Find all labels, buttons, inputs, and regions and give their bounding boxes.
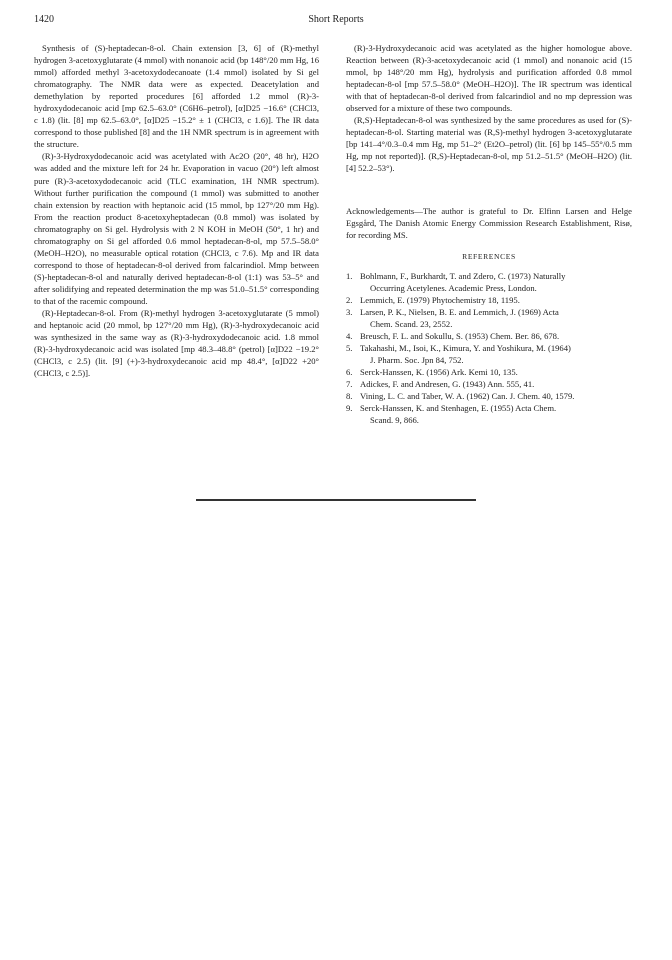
reference-list	[346, 270, 632, 427]
body-paragraph-synthesis-s: Synthesis of (S)-heptadecan-8-ol. Chain extension [3, 6] of (R)-methyl hydrogen 3-acetoxyglutarate (4 mmol) with nonanoic acid (bp 148°/20 mm Hg, 16 mmol) afforded methyl 3-acetoxydodecanoate (1.4 mmol) isolated by Si gel chromatography. The NMR data were as expected. Deacetylation and demethylation by reported procedures [6] afforded 1.2 mmol (R)-3-hydroxydodecanoic acid [mp 62.5–63.0° (C6H6–petrol), [α]D25 −16.6° (CHCl3, c 1.8) (lit. [8] mp 62.5–63.0°, [α]D25 −15.2° ± 1 (CHCl3, c 1.6)]. The IR data correspond to those published [8] and the 1H NMR spectrum is in agreement with the structure.	[34, 43, 319, 150]
reference-line: Serck-Hanssen, K. and Stenhagen, E. (1955) Acta Chem.	[360, 403, 557, 414]
body-paragraph-r-heptadecanol: (R)-Heptadecan-8-ol. From (R)-methyl hydrogen 3-acetoxyglutarate (5 mmol) and heptanoic acid (20 mmol, bp 127°/20 mm Hg), (R)-3-hydroxydecanoic acid was synthesized in the same way as (R)-3-hydroxydodecanoic acid. 1.8 mmol (R)-3-hydroxydecanoic acid was isolated [mp 48.3–48.8° (petrol) [α]D22 −19.2° (CHCl3, c 2.5) (lit. [9] (+)-3-hydroxydecanoic acid mp 48.4°, [α]D22 +20° (CHCl3, c 2.5)].	[34, 308, 319, 379]
reference-text	[360, 378, 632, 390]
reference-line: Vining, L. C. and Taber, W. A. (1962) Can. J. Chem. 40, 1579.	[360, 391, 575, 402]
reference-item	[346, 294, 632, 306]
reference-text	[360, 330, 632, 342]
reference-text	[360, 366, 632, 378]
reference-text	[360, 306, 632, 330]
reference-continuation: Occurring Acetylenes. Academic Press, London.	[370, 282, 537, 293]
reference-text	[360, 402, 632, 426]
reference-item	[346, 330, 632, 342]
body-paragraph-hydroxydodecanoic: (R)-3-Hydroxydodecanoic acid was acetylated with Ac2O (20°, 48 hr), H2O was added and the mixture left for 24 hr. Evaporation in vacuo (20°) left almost pure (R)-3-acetoxydodecanoic acid (TLC examination, 1H NMR spectrum). Without further purification the compound (1 mmol) was submitted to another chain extension by reaction with heptanoic acid (15 mmol, bp 127°/20 mm Hg). From the reaction product 8-acetoxyheptadecan (0.8 mmol) was isolated by chromatography on Si gel. Hydrolysis with 2 N KOH in MeOH (50°, 1 hr) and chromatography on Si gel afforded 0.6 mmol heptadecan-8-ol, mp 57.5–58.0° (MeOH–H2O), no measurable optical rotation (CHCl3, c 7.6). Mp and IR data correspond to those of heptadecan-8-ol derived from falcarindiol. Mmp between (S)-heptadecan-8-ol and naturally derived heptadecan-8-ol (1:1) was 53–5° and after solidifying and repeated determination the mp was 51.0–51.5° corresponding to that of the racemic compound.	[34, 151, 319, 306]
reference-number: 7.	[346, 379, 353, 390]
end-of-article-rule	[196, 499, 476, 501]
reference-text	[360, 270, 632, 294]
reference-line: Takahashi, M., Isoi, K., Kimura, Y. and Yoshikura, M. (1964)	[360, 342, 571, 353]
reference-item	[346, 402, 632, 426]
reference-line: Breusch, F. L. and Sokullu, S. (1953) Chem. Ber. 86, 678.	[360, 330, 560, 341]
reference-item	[346, 366, 632, 378]
body-paragraph-hydroxydecanoic: (R)-3-Hydroxydecanoic acid was acetylated as the higher homologue above. Reaction between (R)-3-acetoxydecanoic acid (1 mmol) and nonanoic acid (15 mmol, bp 148°/20 mm Hg), hydrolysis and purification afforded 0.8 mmol heptadecan-8-ol [mp 57.5–58.0° (MeOH–H2O)]. The IR spectrum was identical with that of heptadecan-8-ol derived from falcarindiol and no mp depression was observed for a mixture of these two compounds.	[346, 43, 632, 114]
reference-item	[346, 378, 632, 390]
references-heading: REFERENCES	[462, 251, 516, 261]
reference-item	[346, 342, 632, 366]
journal-section-title: Short Reports	[308, 14, 364, 25]
reference-item	[346, 390, 632, 402]
reference-text	[360, 390, 632, 402]
body-paragraph-rs-heptadecanol: (R,S)-Heptadecan-8-ol was synthesized by the same procedures as used for (S)-heptadecan-8-ol. Starting material was (R,S)-methyl hydrogen 3-acetoxyglutarate [bp 141–4°/0.3–0.4 mm Hg, mp 51–2° (Et2O–petrol) (lit. [6] bp 145–55°/0.5 mm Hg, mp not reported)]. (R,S)-Heptadecan-8-ol, mp 51.2–51.5° (MeOH–H2O) (lit. [4] 52.2–53°).	[346, 115, 632, 174]
reference-number: 8.	[346, 391, 353, 402]
reference-line: Larsen, P. K., Nielsen, B. E. and Lemmich, J. (1969) Acta	[360, 306, 559, 317]
reference-number: 3.	[346, 306, 353, 317]
reference-number: 4.	[346, 330, 353, 341]
page-header	[34, 14, 638, 28]
reference-number: 6.	[346, 367, 353, 378]
reference-text	[360, 294, 632, 306]
left-column	[34, 42, 319, 379]
reference-number: 9.	[346, 403, 353, 414]
reference-line: Adickes, F. and Andresen, G. (1943) Ann. 555, 41.	[360, 379, 535, 390]
paragraph-spacer	[346, 175, 632, 205]
reference-line: Lemmich, E. (1979) Phytochemistry 18, 1195.	[360, 294, 520, 305]
reference-number: 2.	[346, 294, 353, 305]
right-column	[346, 42, 632, 426]
reference-continuation: Scand. 9, 866.	[370, 415, 419, 426]
acknowledgements: Acknowledgements—The author is grateful to Dr. Elfinn Larsen and Helge Egsgård, The Danish Atomic Energy Commission Research Establishment, Risø, for recording MS.	[346, 205, 632, 240]
page-number: 1420	[34, 14, 54, 25]
reference-item	[346, 306, 632, 330]
reference-number: 1.	[346, 270, 353, 281]
reference-line: Serck-Hanssen, K. (1956) Ark. Kemi 10, 135.	[360, 367, 518, 378]
reference-line: Bohlmann, F., Burkhardt, T. and Zdero, C. (1973) Naturally	[360, 270, 566, 281]
reference-continuation: J. Pharm. Soc. Jpn 84, 752.	[370, 355, 464, 366]
reference-number: 5.	[346, 342, 353, 353]
reference-text	[360, 342, 632, 366]
reference-continuation: Chem. Scand. 23, 2552.	[370, 318, 453, 329]
reference-item	[346, 270, 632, 294]
